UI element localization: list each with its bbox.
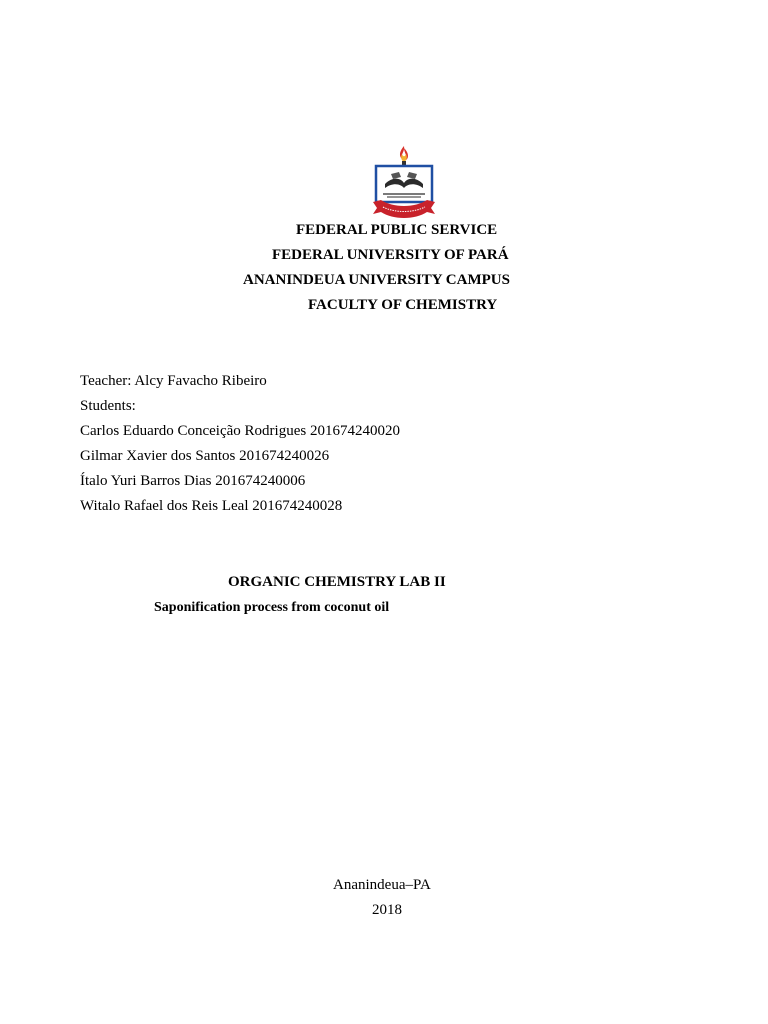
student-line: Gilmar Xavier dos Santos 201674240026 xyxy=(80,448,330,464)
report-subject: Saponification process from coconut oil xyxy=(154,600,390,615)
university-coat-of-arms-icon xyxy=(371,144,437,222)
institution-line-3: ANANINDEUA UNIVERSITY CAMPUS xyxy=(243,272,510,288)
institution-line-4: FACULTY OF CHEMISTRY xyxy=(308,297,498,313)
year: 2018 xyxy=(372,902,402,918)
teacher-line: Teacher: Alcy Favacho Ribeiro xyxy=(80,373,267,389)
student-line: Ítalo Yuri Barros Dias 201674240006 xyxy=(80,473,306,489)
institution-line-2: FEDERAL UNIVERSITY OF PARÁ xyxy=(272,247,509,263)
city-location: Ananindeua–PA xyxy=(333,877,431,893)
course-title: ORGANIC CHEMISTRY LAB II xyxy=(228,574,446,590)
student-line: Carlos Eduardo Conceição Rodrigues 201674240020 xyxy=(80,423,400,439)
institution-line-1: FEDERAL PUBLIC SERVICE xyxy=(296,222,498,238)
student-line: Witalo Rafael dos Reis Leal 201674240028 xyxy=(80,498,343,514)
students-label: Students: xyxy=(80,398,136,414)
